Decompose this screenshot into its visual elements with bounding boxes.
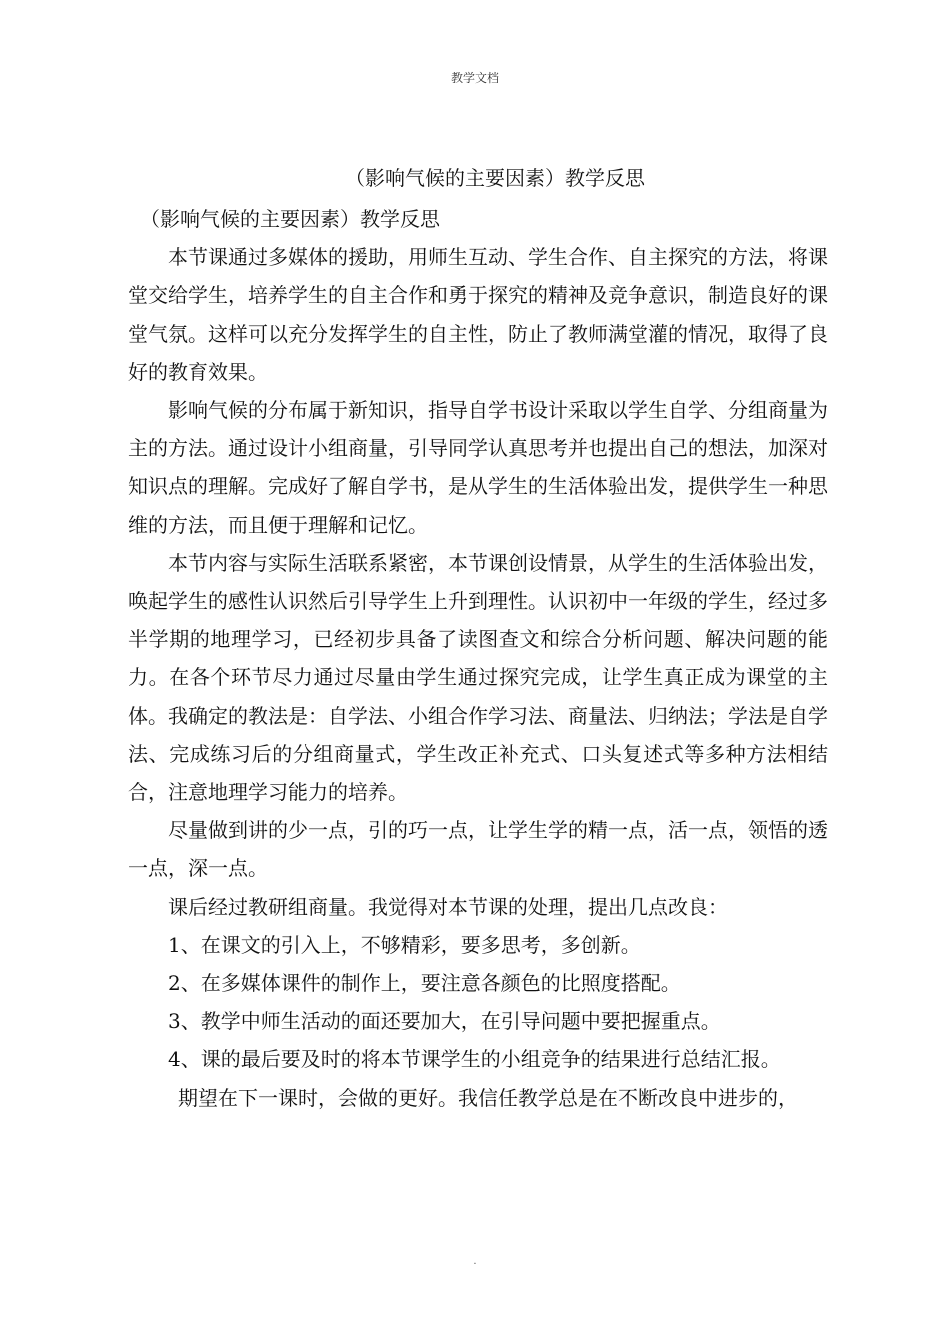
list-item: 1、在课文的引入上，不够精彩，要多思考，多创新。 (168, 932, 641, 957)
document-title: （影响气候的主要因素）教学反思 (345, 166, 645, 190)
list-item: 3、教学中师生活动的面还要加大，在引导问题中要把握重点。 (168, 1009, 721, 1034)
list-item: 4、课的最后要及时的将本节课学生的小组竞争的结果进行总结汇报。 (168, 1047, 781, 1072)
paragraph: 尽量做到讲的少一点，引的巧一点，让学生学的精一点，活一点，领悟的透一点，深一点。 (128, 818, 828, 881)
page-footer-mark: . (473, 1256, 477, 1267)
paragraph: 影响气候的分布属于新知识，指导自学书设计采取以学生自学、分组商量为主的方法。通过设计小组商量，引导同学认真思考并也提出自己的想法，加深对知识点的理解。完成好了解自学书，是从学生的生活体验出发，提供学生一种思维的方法，而且便于理解和记忆。 (128, 398, 828, 537)
paragraph: 本节内容与实际生活联系紧密，本节课创设情景，从学生的生活体验出发，唤起学生的感性认识然后引导学生上升到理性。认识初中一年级的学生，经过多半学期的地理学习，已经初步具备了读图查文和综合分析问题、解决问题的能力。在各个环节尽力通过尽量由学生通过探究完成，让学生真正成为课堂的主体。我确定的教法是：自学法、小组合作学习法、商量法、归纳法；学法是自学法、完成练习后的分组商量式，学生改正补充式、口头复述式等多种方法相结合，注意地理学习能力的培养。 (128, 550, 828, 805)
document-subtitle: （影响气候的主要因素）教学反思 (140, 207, 440, 231)
document-body (128, 200, 828, 1117)
list-item: 2、在多媒体课件的制作上，要注意各颜色的比照度搭配。 (168, 971, 681, 996)
paragraph: 期望在下一课时，会做的更好。我信任教学总是在不断改良中进步的， (178, 1085, 798, 1110)
page-header: 教学文档 (450, 71, 499, 85)
paragraph: 本节课通过多媒体的援助，用师生互动、学生合作、自主探究的方法，将课堂交给学生，培养学生的自主合作和勇于探究的精神及竞争意识，制造良好的课堂气氛。这样可以充分发挥学生的自主性，防止了教师满堂灌的情况，取得了良好的教育效果。 (128, 245, 828, 384)
paragraph: 课后经过教研组商量。我觉得对本节课的处理，提出几点改良： (168, 894, 728, 919)
